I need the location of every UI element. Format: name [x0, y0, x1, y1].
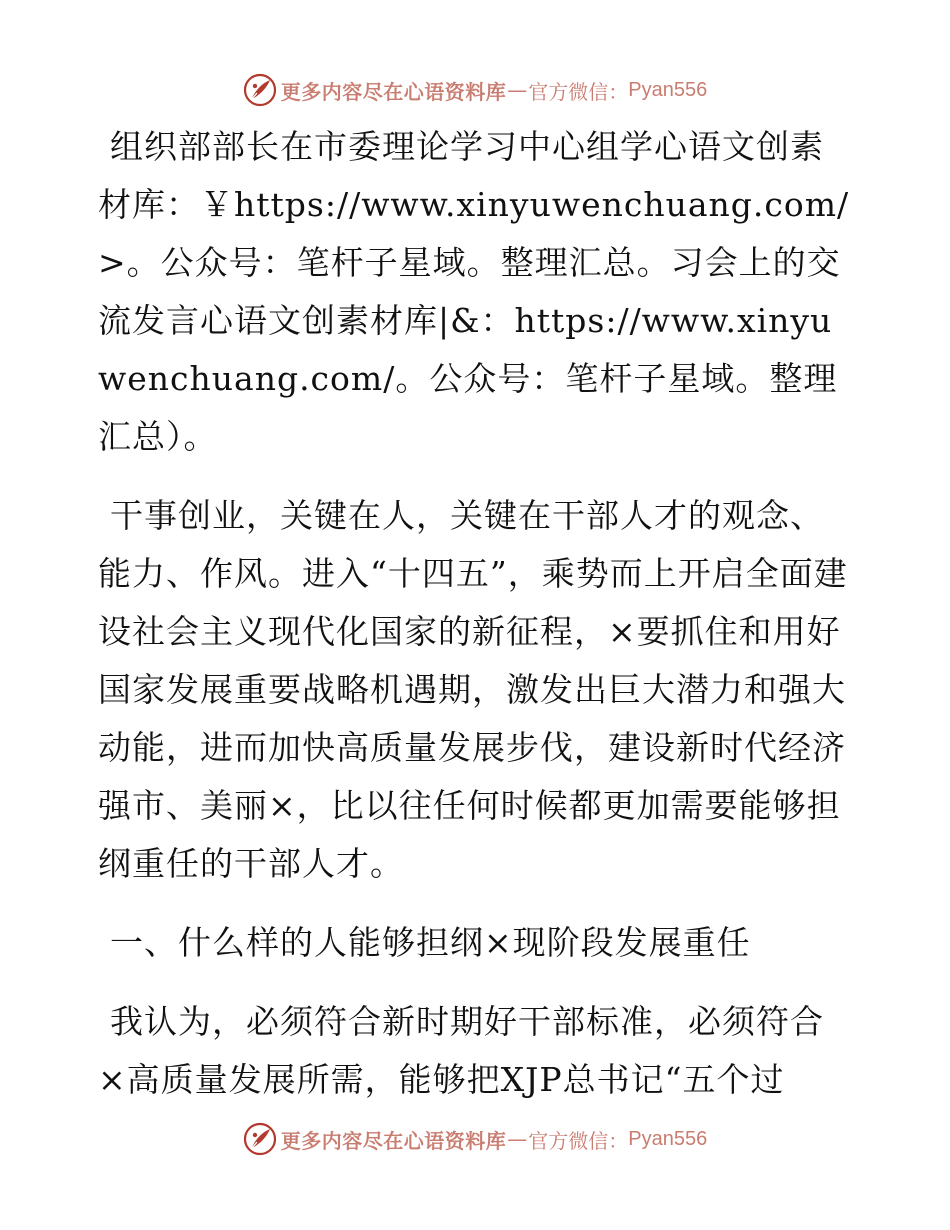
footer-watermark-banner [0, 1121, 950, 1157]
banner-wechat-label: 官方微信： [528, 79, 629, 104]
banner-wechat-id: Pyan556 [628, 78, 708, 101]
banner-dash: — [507, 1127, 528, 1151]
header-watermark-banner [0, 72, 950, 108]
banner-site-name: 更多内容尽在心语资料库 [280, 1128, 507, 1153]
banner-dash: — [507, 78, 528, 102]
feather-pen-circle-icon [243, 73, 277, 107]
document-body [98, 118, 850, 1109]
banner-site-name: 更多内容尽在心语资料库 [280, 79, 507, 104]
banner-wechat-label: 官方微信： [528, 1128, 629, 1153]
section-heading: 一、什么样的人能够担纲×现阶段发展重任 [110, 923, 751, 962]
answer-paragraph: 我认为，必须符合新时期好干部标准，必须符合×高质量发展所需，能够把XJP总书记“五个过 [98, 1002, 824, 1099]
intro-paragraph: 组织部部长在市委理论学习中心组学心语文创素材库：￥https://www.xinyuwenchuang.com/>。公众号：笔杆子星域。整理汇总。习会上的交流发言心语文创素材库|&：https://www.xinyuwenchuang.com/。公众号：笔杆子星域。整理汇总）。 [98, 127, 850, 456]
banner-wechat-id: Pyan556 [628, 1127, 708, 1150]
context-paragraph: 干事创业，关键在人，关键在干部人才的观念、能力、作风。进入“十四五”，乘势而上开启全面建设社会主义现代化国家的新征程，×要抓住和用好国家发展重要战略机遇期，激发出巨大潜力和强大动能，进而加快高质量发展步伐，建设新时代经济强市、美丽×，比以往任何时候都更加需要能够担纲重任的干部人才。 [98, 496, 848, 883]
feather-pen-circle-icon [243, 1122, 277, 1156]
